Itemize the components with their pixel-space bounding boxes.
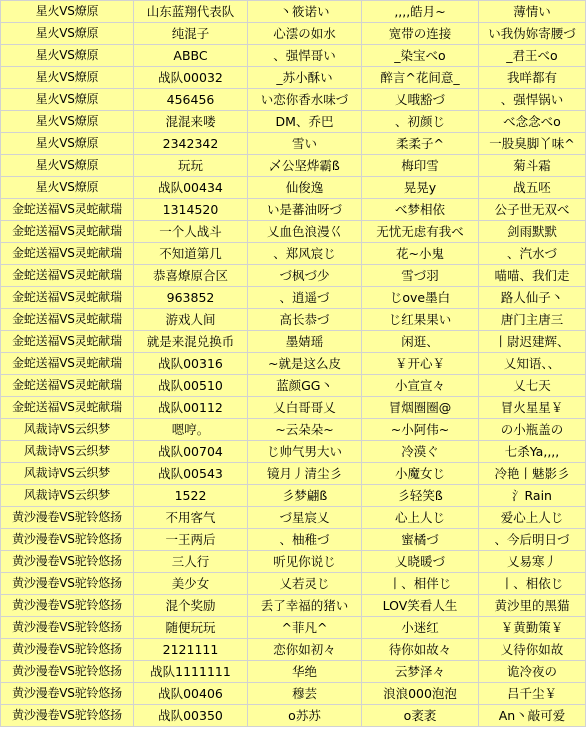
player-2-cell: 柔柔子^ [362, 133, 479, 155]
team-name-cell: 纯混子 [134, 23, 248, 45]
team-name-cell: 2121111 [134, 639, 248, 661]
player-3-cell: 乂知语、、 [479, 353, 586, 375]
matchup-cell: 黄沙漫卷VS驼铃悠扬 [1, 705, 134, 727]
player-3-cell: 我咩都有 [479, 67, 586, 89]
player-3-cell: 、今后明日づ [479, 529, 586, 551]
player-2-cell: o袤袤 [362, 705, 479, 727]
player-3-cell: 战五呸 [479, 177, 586, 199]
matchup-cell: 金蛇送福VS灵蛇献瑞 [1, 199, 134, 221]
team-name-cell: 三人行 [134, 551, 248, 573]
table-row [1, 287, 586, 309]
player-3-cell: 薄情い [479, 1, 586, 23]
player-2-cell: 闲逛、 [362, 331, 479, 353]
player-1-cell: 蓝颜GG丶 [248, 375, 362, 397]
player-2-cell: 待你如故々 [362, 639, 479, 661]
table-row [1, 1, 586, 23]
team-name-cell: 战队00543 [134, 463, 248, 485]
matchup-cell: 金蛇送福VS灵蛇献瑞 [1, 375, 134, 397]
team-name-cell: 就是来混兑换币 [134, 331, 248, 353]
player-2-cell: LOV笑看人生 [362, 595, 479, 617]
player-1-cell: 乂白哥哥乂 [248, 397, 362, 419]
player-1-cell: 墨婧瑶 [248, 331, 362, 353]
matchup-cell: 星火VS燎原 [1, 111, 134, 133]
table-row [1, 463, 586, 485]
matchup-cell: 黄沙漫卷VS驼铃悠扬 [1, 595, 134, 617]
player-1-cell: 华绝 [248, 661, 362, 683]
team-name-cell: 1522 [134, 485, 248, 507]
player-1-cell: じ帅气男大い [248, 441, 362, 463]
player-1-cell: 镜月丿清尘彡 [248, 463, 362, 485]
table-row [1, 595, 586, 617]
player-2-cell: 冷漠ぐ [362, 441, 479, 463]
player-3-cell: 冷艳丨魅影彡 [479, 463, 586, 485]
team-name-cell: 随便玩玩 [134, 617, 248, 639]
team-name-cell: 一王两后 [134, 529, 248, 551]
player-2-cell: 宽带の连接 [362, 23, 479, 45]
team-name-cell: 456456 [134, 89, 248, 111]
player-1-cell: 恋你如初々 [248, 639, 362, 661]
table-row [1, 419, 586, 441]
team-name-cell: 混个奖励 [134, 595, 248, 617]
player-3-cell: 路人仙子丶 [479, 287, 586, 309]
player-3-cell: 诡冷夜の [479, 661, 586, 683]
matchup-cell: 金蛇送福VS灵蛇献瑞 [1, 221, 134, 243]
player-1-cell: o苏苏 [248, 705, 362, 727]
matchup-cell: 风裁诗VS云织梦 [1, 485, 134, 507]
matchup-cell: 星火VS燎原 [1, 45, 134, 67]
player-1-cell: づ枫づ少 [248, 265, 362, 287]
player-3-cell: _君王べo [479, 45, 586, 67]
table-row [1, 199, 586, 221]
team-name-cell: 美少女 [134, 573, 248, 595]
player-1-cell: ^菲凡^ [248, 617, 362, 639]
roster-table-body [1, 1, 586, 727]
team-name-cell: 一个人战斗 [134, 221, 248, 243]
matchup-cell: 风裁诗VS云织梦 [1, 463, 134, 485]
matchup-cell: 星火VS燎原 [1, 67, 134, 89]
player-2-cell: 蜜橘づ [362, 529, 479, 551]
table-row [1, 573, 586, 595]
matchup-cell: 金蛇送福VS灵蛇献瑞 [1, 353, 134, 375]
player-3-cell: の小瓶盖の [479, 419, 586, 441]
team-name-cell: 不用客气 [134, 507, 248, 529]
player-2-cell: 无忧无虑有我べ [362, 221, 479, 243]
player-3-cell: 爱心上人じ [479, 507, 586, 529]
player-3-cell: 吕千尘￥ [479, 683, 586, 705]
player-2-cell: 小魔女じ [362, 463, 479, 485]
player-3-cell: 乂易寒丿 [479, 551, 586, 573]
table-row [1, 705, 586, 727]
player-2-cell: 、初颜じ [362, 111, 479, 133]
team-name-cell: 战队00406 [134, 683, 248, 705]
player-1-cell: づ星宸乂 [248, 507, 362, 529]
player-1-cell: 、郑风宸じ [248, 243, 362, 265]
player-3-cell: 丨、相依じ [479, 573, 586, 595]
player-3-cell: 唐门主唐三 [479, 309, 586, 331]
player-3-cell: ￥黄勤策￥ [479, 617, 586, 639]
matchup-cell: 金蛇送福VS灵蛇献瑞 [1, 331, 134, 353]
matchup-cell: 黄沙漫卷VS驼铃悠扬 [1, 573, 134, 595]
player-3-cell: 、强悍锅い [479, 89, 586, 111]
matchup-cell: 风裁诗VS云织梦 [1, 419, 134, 441]
player-1-cell: い是蕃油呀づ [248, 199, 362, 221]
team-name-cell: 嗯哼。 [134, 419, 248, 441]
matchup-cell: 金蛇送福VS灵蛇献瑞 [1, 309, 134, 331]
player-2-cell: 晃晃y [362, 177, 479, 199]
table-row [1, 89, 586, 111]
matchup-cell: 星火VS燎原 [1, 89, 134, 111]
player-2-cell: _染宝べo [362, 45, 479, 67]
team-name-cell: 战队00112 [134, 397, 248, 419]
table-row [1, 221, 586, 243]
player-2-cell: 彡轻笑ß [362, 485, 479, 507]
team-name-cell: 963852 [134, 287, 248, 309]
player-2-cell: 雪づ羽 [362, 265, 479, 287]
team-name-cell: 战队00316 [134, 353, 248, 375]
player-1-cell: 丶筱诺い [248, 1, 362, 23]
matchup-cell: 黄沙漫卷VS驼铃悠扬 [1, 683, 134, 705]
player-1-cell: 仙俊逸 [248, 177, 362, 199]
team-name-cell: 2342342 [134, 133, 248, 155]
table-row [1, 507, 586, 529]
player-2-cell: ,,,,皓月~ [362, 1, 479, 23]
player-3-cell: 乂七天 [479, 375, 586, 397]
player-1-cell: 雪い [248, 133, 362, 155]
player-1-cell: ~就是这么皮 [248, 353, 362, 375]
table-row [1, 529, 586, 551]
matchup-cell: 黄沙漫卷VS驼铃悠扬 [1, 551, 134, 573]
player-1-cell: 乄公坚烨霸ß [248, 155, 362, 177]
player-1-cell: 彡梦翩ß [248, 485, 362, 507]
team-name-cell: 战队00350 [134, 705, 248, 727]
matchup-cell: 黄沙漫卷VS驼铃悠扬 [1, 507, 134, 529]
table-row [1, 683, 586, 705]
table-row [1, 177, 586, 199]
team-name-cell: 玩玩 [134, 155, 248, 177]
player-1-cell: 、柚稚づ [248, 529, 362, 551]
player-3-cell: 、汽水づ [479, 243, 586, 265]
player-3-cell: 黄沙里的黑猫 [479, 595, 586, 617]
team-name-cell: 恭喜燎原合区 [134, 265, 248, 287]
team-name-cell: 游戏人间 [134, 309, 248, 331]
player-3-cell: 冒火星星￥ [479, 397, 586, 419]
player-2-cell: 梅印雪 [362, 155, 479, 177]
matchup-cell: 风裁诗VS云织梦 [1, 441, 134, 463]
player-2-cell: 花~小鬼 [362, 243, 479, 265]
table-row [1, 111, 586, 133]
team-name-cell: 战队00032 [134, 67, 248, 89]
player-2-cell: 醉言^花间意_ [362, 67, 479, 89]
table-row [1, 353, 586, 375]
team-name-cell: 不知道第几 [134, 243, 248, 265]
table-row [1, 23, 586, 45]
player-3-cell: 公子世无双べ [479, 199, 586, 221]
player-1-cell: 乂若灵じ [248, 573, 362, 595]
matchup-cell: 黄沙漫卷VS驼铃悠扬 [1, 617, 134, 639]
table-row [1, 45, 586, 67]
player-2-cell: 浪浪000泡泡 [362, 683, 479, 705]
player-3-cell: 一股臭脚丫味^ [479, 133, 586, 155]
player-2-cell: 云梦泽々 [362, 661, 479, 683]
player-1-cell: い恋你香水味づ [248, 89, 362, 111]
player-3-cell: べ念念べo [479, 111, 586, 133]
matchup-cell: 星火VS燎原 [1, 155, 134, 177]
player-1-cell: 穆芸 [248, 683, 362, 705]
team-name-cell: 战队00434 [134, 177, 248, 199]
player-3-cell: 七杀Ya,,,, [479, 441, 586, 463]
team-name-cell: 1314520 [134, 199, 248, 221]
player-1-cell: DM、乔巴 [248, 111, 362, 133]
player-3-cell: An丶敲可爱 [479, 705, 586, 727]
player-1-cell: 、逍遥づ [248, 287, 362, 309]
matchup-cell: 黄沙漫卷VS驼铃悠扬 [1, 639, 134, 661]
player-1-cell: 高长恭づ [248, 309, 362, 331]
table-row [1, 309, 586, 331]
team-name-cell: ABBC [134, 45, 248, 67]
player-3-cell: 喵喵、我们走 [479, 265, 586, 287]
player-2-cell: 丨、相伴じ [362, 573, 479, 595]
player-1-cell: 、强悍哥い [248, 45, 362, 67]
player-2-cell: じove墨白 [362, 287, 479, 309]
player-2-cell: べ梦相依 [362, 199, 479, 221]
table-row [1, 617, 586, 639]
matchup-cell: 星火VS燎原 [1, 133, 134, 155]
player-1-cell: ~云朵朵~ [248, 419, 362, 441]
table-row [1, 397, 586, 419]
player-2-cell: ￥开心￥ [362, 353, 479, 375]
player-3-cell: 丨尉迟建辉、 [479, 331, 586, 353]
player-2-cell: 小迷红 [362, 617, 479, 639]
table-row [1, 265, 586, 287]
player-1-cell: 心澐の如水 [248, 23, 362, 45]
player-2-cell: 乂哦豁づ [362, 89, 479, 111]
table-row [1, 485, 586, 507]
matchup-cell: 金蛇送福VS灵蛇献瑞 [1, 243, 134, 265]
matchup-cell: 星火VS燎原 [1, 23, 134, 45]
matchup-cell: 金蛇送福VS灵蛇献瑞 [1, 265, 134, 287]
table-row [1, 375, 586, 397]
table-row [1, 441, 586, 463]
team-name-cell: 战队00510 [134, 375, 248, 397]
player-1-cell: 乂血色浪漫巜 [248, 221, 362, 243]
matchup-cell: 星火VS燎原 [1, 1, 134, 23]
player-1-cell: _苏小酥い [248, 67, 362, 89]
player-2-cell: 冒烟圈圈@ [362, 397, 479, 419]
player-1-cell: 丢了幸福的猪い [248, 595, 362, 617]
player-2-cell: 小宣宣々 [362, 375, 479, 397]
team-name-cell: 混混来喽 [134, 111, 248, 133]
player-2-cell: 心上人じ [362, 507, 479, 529]
player-3-cell: い我伪妳寄腰づ [479, 23, 586, 45]
player-2-cell: じ红果果い [362, 309, 479, 331]
player-3-cell: 剑雨默默 [479, 221, 586, 243]
team-name-cell: 山东蓝翔代表队 [134, 1, 248, 23]
player-3-cell: 乂待你如故 [479, 639, 586, 661]
matchup-cell: 星火VS燎原 [1, 177, 134, 199]
matchup-cell: 黄沙漫卷VS驼铃悠扬 [1, 661, 134, 683]
player-3-cell: 菊斗霜 [479, 155, 586, 177]
table-row [1, 331, 586, 353]
table-row [1, 639, 586, 661]
matchup-cell: 金蛇送福VS灵蛇献瑞 [1, 287, 134, 309]
table-row [1, 243, 586, 265]
player-1-cell: 听见你说じ [248, 551, 362, 573]
player-2-cell: ~小阿伟~ [362, 419, 479, 441]
matchup-cell: 黄沙漫卷VS驼铃悠扬 [1, 529, 134, 551]
table-row [1, 67, 586, 89]
player-2-cell: 乂晓暖づ [362, 551, 479, 573]
team-name-cell: 战队00704 [134, 441, 248, 463]
table-row [1, 551, 586, 573]
table-row [1, 155, 586, 177]
table-row [1, 133, 586, 155]
player-3-cell: 氵Rain [479, 485, 586, 507]
matchup-cell: 金蛇送福VS灵蛇献瑞 [1, 397, 134, 419]
team-name-cell: 战队1111111 [134, 661, 248, 683]
table-row [1, 661, 586, 683]
